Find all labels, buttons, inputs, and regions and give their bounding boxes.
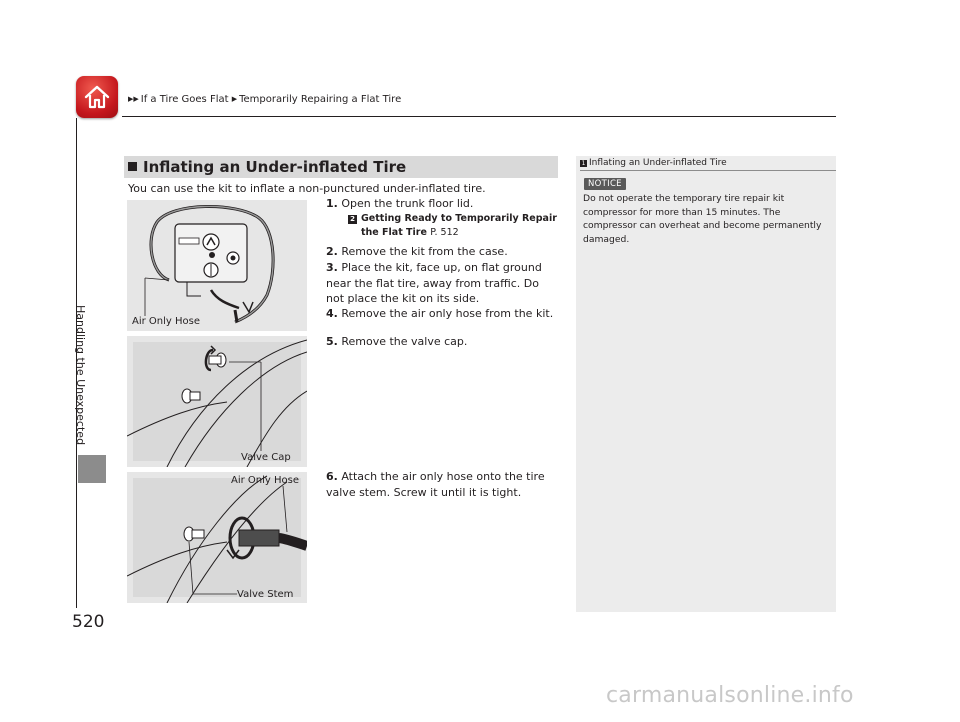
figure-repair-kit (127, 200, 307, 331)
header-divider (122, 116, 836, 117)
breadcrumb-item-repair[interactable]: Temporarily Repairing a Flat Tire (239, 94, 402, 105)
note-body: Do not operate the temporary tire repair kit compressor for more than 15 minutes. The compressor can overheat and become permanently damaged. (583, 193, 822, 245)
breadcrumb (128, 94, 401, 105)
valve-stem-illustration (127, 472, 307, 603)
air-only-hose-label-2: Air Only Hose (231, 475, 299, 486)
cross-reference[interactable]: 2 Getting Ready to Temporarily Repair the Flat Tire P. 512 (348, 212, 560, 240)
watermark: carmanualsonline.info (606, 683, 854, 708)
step-3: 3. Place the kit, face up, on flat ground near the flat tire, away from traffic. Do not place the kit on its side. (326, 261, 542, 305)
valve-cap-label: Valve Cap (241, 452, 291, 463)
step-2: 2. Remove the kit from the case. (326, 245, 508, 258)
chapter-tab-marker (78, 455, 106, 483)
note-divider (580, 170, 836, 171)
section-square-icon (128, 162, 137, 171)
step-1: 1. Open the trunk floor lid. (326, 197, 474, 210)
section-title: Inflating an Under-inflated Tire (143, 158, 407, 176)
note-reference-icon: 1 (581, 160, 586, 167)
breadcrumb-arrow-icon: ▶ (231, 95, 238, 103)
valve-stem-label: Valve Stem (237, 589, 294, 600)
step-6: 6. Attach the air only hose onto the tire valve stem. Screw it until it is tight. (326, 470, 545, 499)
breadcrumb-item-flat-tire[interactable]: If a Tire Goes Flat (140, 94, 229, 105)
repair-kit-illustration (127, 200, 307, 331)
step-4: 4. Remove the air only hose from the kit. (326, 307, 554, 320)
intro-text: You can use the kit to inflate a non-punctured under-inflated tire. (128, 182, 486, 195)
air-only-hose-label: Air Only Hose (132, 316, 200, 327)
notice-badge: NOTICE (584, 178, 626, 190)
note-title: 1 Inflating an Under-inflated Tire (581, 158, 727, 168)
figure-valve-cap (127, 336, 307, 467)
chapter-label: Handling the Unexpected (74, 305, 87, 446)
valve-cap-illustration (127, 336, 307, 467)
step-5: 5. Remove the valve cap. (326, 335, 468, 348)
figure-valve-stem (127, 472, 307, 603)
home-icon[interactable] (76, 76, 118, 118)
cross-reference-icon: 2 (348, 215, 357, 224)
breadcrumb-arrow-icon: ▶▶ (128, 95, 139, 103)
section-heading (124, 156, 558, 178)
page-number: 520 (72, 612, 105, 632)
